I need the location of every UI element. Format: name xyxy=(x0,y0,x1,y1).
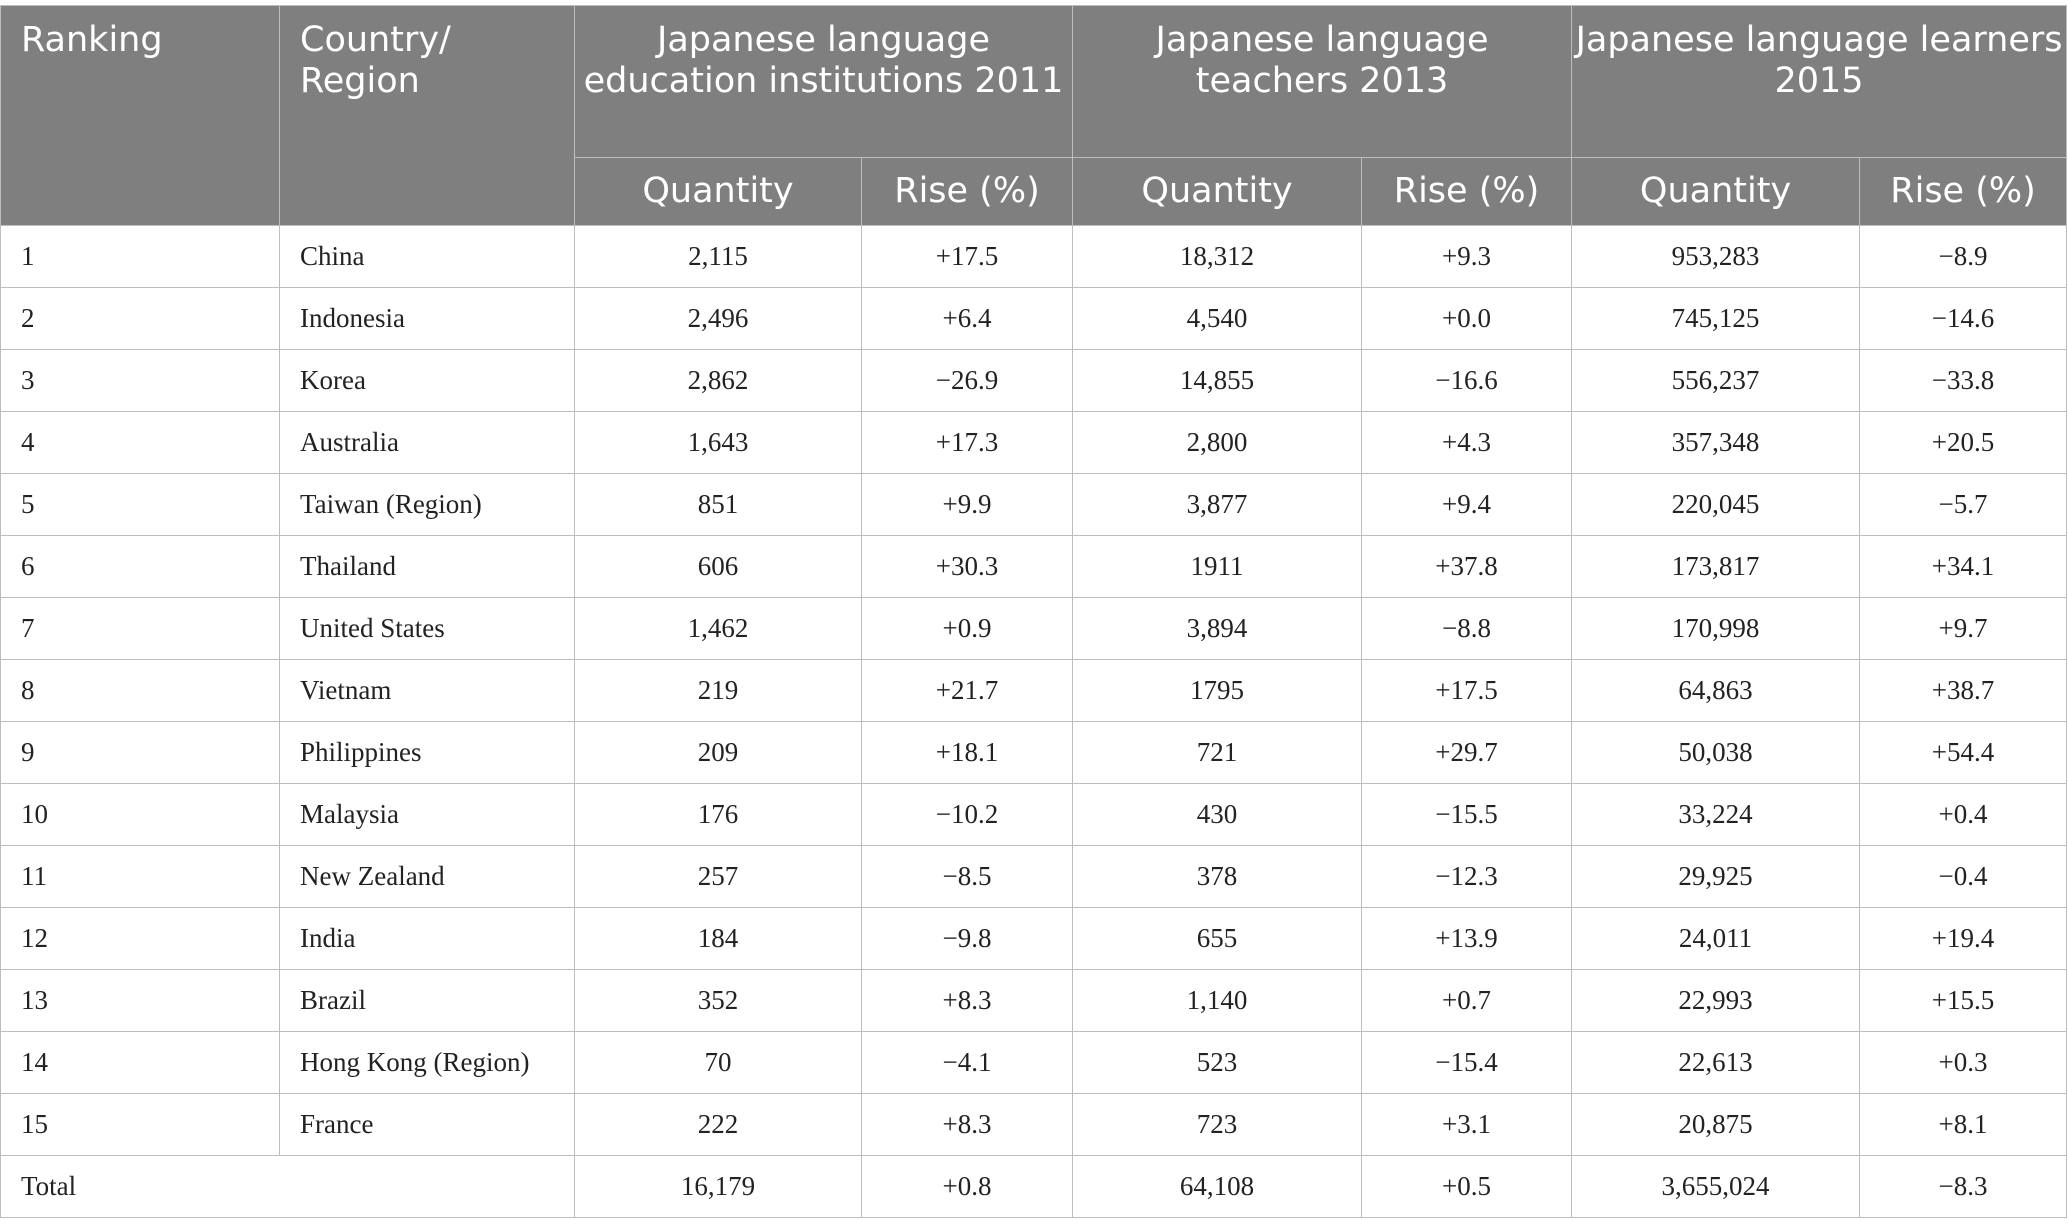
table-row xyxy=(1,474,2067,536)
data-table xyxy=(0,5,2067,1218)
cell-ranking: 4 xyxy=(1,412,280,474)
cell-teachers-rise: +37.8 xyxy=(1362,536,1572,598)
cell-institutions-quantity: 219 xyxy=(575,660,862,722)
cell-learners-quantity: 220,045 xyxy=(1572,474,1860,536)
cell-teachers-rise: −15.4 xyxy=(1362,1032,1572,1094)
cell-institutions-quantity: 2,862 xyxy=(575,350,862,412)
cell-institutions-quantity: 1,462 xyxy=(575,598,862,660)
cell-ranking: 13 xyxy=(1,970,280,1032)
subheader-institutions-quantity: Quantity xyxy=(575,158,862,226)
table-row xyxy=(1,846,2067,908)
cell-ranking: 1 xyxy=(1,226,280,288)
cell-institutions-rise: +6.4 xyxy=(862,288,1073,350)
cell-institutions-quantity: 70 xyxy=(575,1032,862,1094)
cell-teachers-rise: +0.0 xyxy=(1362,288,1572,350)
cell-teachers-rise: +3.1 xyxy=(1362,1094,1572,1156)
cell-teachers-quantity: 721 xyxy=(1073,722,1362,784)
cell-country: Malaysia xyxy=(280,784,575,846)
cell-ranking: 9 xyxy=(1,722,280,784)
cell-country: Brazil xyxy=(280,970,575,1032)
cell-teachers-rise: +9.3 xyxy=(1362,226,1572,288)
table-row xyxy=(1,660,2067,722)
cell-country: France xyxy=(280,1094,575,1156)
cell-learners-rise: +0.3 xyxy=(1860,1032,2067,1094)
subheader-institutions-rise: Rise (%) xyxy=(862,158,1073,226)
cell-institutions-quantity: 606 xyxy=(575,536,862,598)
cell-teachers-rise: −15.5 xyxy=(1362,784,1572,846)
cell-ranking: 15 xyxy=(1,1094,280,1156)
cell-ranking: 7 xyxy=(1,598,280,660)
cell-learners-quantity: 22,993 xyxy=(1572,970,1860,1032)
cell-institutions-rise: +8.3 xyxy=(862,1094,1073,1156)
cell-teachers-rise: −8.8 xyxy=(1362,598,1572,660)
cell-country: Australia xyxy=(280,412,575,474)
cell-institutions-quantity: 851 xyxy=(575,474,862,536)
subheader-teachers-quantity: Quantity xyxy=(1073,158,1362,226)
cell-teachers-rise: +17.5 xyxy=(1362,660,1572,722)
cell-learners-quantity: 357,348 xyxy=(1572,412,1860,474)
cell-learners-quantity: 24,011 xyxy=(1572,908,1860,970)
table-row xyxy=(1,908,2067,970)
cell-institutions-quantity: 222 xyxy=(575,1094,862,1156)
subheader-teachers-rise: Rise (%) xyxy=(1362,158,1572,226)
cell-country: Vietnam xyxy=(280,660,575,722)
header-country-region: Country/ Region xyxy=(280,6,575,226)
cell-learners-rise: +34.1 xyxy=(1860,536,2067,598)
cell-institutions-quantity: 209 xyxy=(575,722,862,784)
cell-country: Hong Kong (Region) xyxy=(280,1032,575,1094)
table-body xyxy=(1,226,2067,1218)
subheader-learners-rise: Rise (%) xyxy=(1860,158,2067,226)
cell-learners-quantity: 556,237 xyxy=(1572,350,1860,412)
total-institutions-quantity: 16,179 xyxy=(575,1156,862,1218)
cell-teachers-quantity: 1795 xyxy=(1073,660,1362,722)
table-row xyxy=(1,722,2067,784)
cell-teachers-rise: +13.9 xyxy=(1362,908,1572,970)
table-row xyxy=(1,536,2067,598)
table-row xyxy=(1,350,2067,412)
table-row xyxy=(1,784,2067,846)
cell-learners-quantity: 29,925 xyxy=(1572,846,1860,908)
cell-institutions-rise: +18.1 xyxy=(862,722,1073,784)
cell-teachers-rise: +29.7 xyxy=(1362,722,1572,784)
cell-teachers-quantity: 655 xyxy=(1073,908,1362,970)
cell-institutions-rise: −26.9 xyxy=(862,350,1073,412)
cell-institutions-rise: +17.3 xyxy=(862,412,1073,474)
cell-institutions-rise: +21.7 xyxy=(862,660,1073,722)
cell-learners-quantity: 953,283 xyxy=(1572,226,1860,288)
total-teachers-rise: +0.5 xyxy=(1362,1156,1572,1218)
cell-country: China xyxy=(280,226,575,288)
cell-teachers-quantity: 430 xyxy=(1073,784,1362,846)
cell-institutions-quantity: 2,496 xyxy=(575,288,862,350)
total-institutions-rise: +0.8 xyxy=(862,1156,1073,1218)
cell-institutions-rise: −9.8 xyxy=(862,908,1073,970)
cell-institutions-quantity: 352 xyxy=(575,970,862,1032)
cell-ranking: 5 xyxy=(1,474,280,536)
cell-institutions-rise: +17.5 xyxy=(862,226,1073,288)
table-row xyxy=(1,288,2067,350)
cell-learners-rise: +20.5 xyxy=(1860,412,2067,474)
table-header xyxy=(1,6,2067,226)
cell-teachers-quantity: 523 xyxy=(1073,1032,1362,1094)
cell-learners-quantity: 64,863 xyxy=(1572,660,1860,722)
cell-teachers-quantity: 723 xyxy=(1073,1094,1362,1156)
cell-learners-quantity: 745,125 xyxy=(1572,288,1860,350)
cell-institutions-rise: −8.5 xyxy=(862,846,1073,908)
cell-learners-rise: +9.7 xyxy=(1860,598,2067,660)
cell-teachers-quantity: 3,894 xyxy=(1073,598,1362,660)
cell-teachers-quantity: 1,140 xyxy=(1073,970,1362,1032)
cell-learners-rise: −33.8 xyxy=(1860,350,2067,412)
cell-learners-rise: +38.7 xyxy=(1860,660,2067,722)
table-row xyxy=(1,970,2067,1032)
header-row-groups xyxy=(1,6,2067,158)
cell-institutions-rise: +0.9 xyxy=(862,598,1073,660)
cell-institutions-quantity: 176 xyxy=(575,784,862,846)
cell-ranking: 3 xyxy=(1,350,280,412)
table-row xyxy=(1,226,2067,288)
total-row xyxy=(1,1156,2067,1218)
cell-teachers-rise: −16.6 xyxy=(1362,350,1572,412)
cell-country: India xyxy=(280,908,575,970)
cell-institutions-rise: +9.9 xyxy=(862,474,1073,536)
cell-institutions-quantity: 257 xyxy=(575,846,862,908)
cell-learners-quantity: 33,224 xyxy=(1572,784,1860,846)
subheader-learners-quantity: Quantity xyxy=(1572,158,1860,226)
cell-learners-rise: −14.6 xyxy=(1860,288,2067,350)
cell-teachers-quantity: 2,800 xyxy=(1073,412,1362,474)
cell-teachers-rise: −12.3 xyxy=(1362,846,1572,908)
cell-teachers-rise: +9.4 xyxy=(1362,474,1572,536)
total-learners-rise: −8.3 xyxy=(1860,1156,2067,1218)
total-label: Total xyxy=(1,1156,575,1218)
table-row xyxy=(1,1094,2067,1156)
cell-learners-quantity: 173,817 xyxy=(1572,536,1860,598)
cell-teachers-quantity: 14,855 xyxy=(1073,350,1362,412)
header-institutions-2011: Japanese language education institutions 2011 xyxy=(575,6,1073,158)
cell-learners-quantity: 22,613 xyxy=(1572,1032,1860,1094)
total-learners-quantity: 3,655,024 xyxy=(1572,1156,1860,1218)
cell-country: Korea xyxy=(280,350,575,412)
cell-ranking: 11 xyxy=(1,846,280,908)
cell-ranking: 10 xyxy=(1,784,280,846)
cell-institutions-rise: −10.2 xyxy=(862,784,1073,846)
cell-institutions-quantity: 184 xyxy=(575,908,862,970)
cell-learners-rise: −8.9 xyxy=(1860,226,2067,288)
table-row xyxy=(1,598,2067,660)
cell-teachers-quantity: 18,312 xyxy=(1073,226,1362,288)
cell-country: Philippines xyxy=(280,722,575,784)
header-ranking: Ranking xyxy=(1,6,280,226)
cell-teachers-rise: +4.3 xyxy=(1362,412,1572,474)
cell-country: Taiwan (Region) xyxy=(280,474,575,536)
cell-learners-rise: +0.4 xyxy=(1860,784,2067,846)
cell-learners-quantity: 50,038 xyxy=(1572,722,1860,784)
cell-institutions-quantity: 2,115 xyxy=(575,226,862,288)
cell-ranking: 14 xyxy=(1,1032,280,1094)
cell-teachers-quantity: 1911 xyxy=(1073,536,1362,598)
cell-learners-rise: +15.5 xyxy=(1860,970,2067,1032)
cell-teachers-quantity: 378 xyxy=(1073,846,1362,908)
cell-institutions-rise: +30.3 xyxy=(862,536,1073,598)
cell-learners-quantity: 20,875 xyxy=(1572,1094,1860,1156)
cell-ranking: 8 xyxy=(1,660,280,722)
cell-country: United States xyxy=(280,598,575,660)
table-row xyxy=(1,1032,2067,1094)
cell-ranking: 12 xyxy=(1,908,280,970)
cell-ranking: 2 xyxy=(1,288,280,350)
cell-ranking: 6 xyxy=(1,536,280,598)
cell-learners-rise: +8.1 xyxy=(1860,1094,2067,1156)
cell-learners-rise: +19.4 xyxy=(1860,908,2067,970)
cell-country: Thailand xyxy=(280,536,575,598)
cell-country: Indonesia xyxy=(280,288,575,350)
cell-learners-quantity: 170,998 xyxy=(1572,598,1860,660)
cell-teachers-quantity: 3,877 xyxy=(1073,474,1362,536)
cell-institutions-rise: +8.3 xyxy=(862,970,1073,1032)
cell-learners-rise: +54.4 xyxy=(1860,722,2067,784)
cell-institutions-quantity: 1,643 xyxy=(575,412,862,474)
header-learners-2015: Japanese language learners 2015 xyxy=(1572,6,2067,158)
cell-learners-rise: −5.7 xyxy=(1860,474,2067,536)
table-row xyxy=(1,412,2067,474)
total-teachers-quantity: 64,108 xyxy=(1073,1156,1362,1218)
cell-country: New Zealand xyxy=(280,846,575,908)
cell-teachers-rise: +0.7 xyxy=(1362,970,1572,1032)
header-teachers-2013: Japanese language teachers 2013 xyxy=(1073,6,1572,158)
cell-learners-rise: −0.4 xyxy=(1860,846,2067,908)
cell-teachers-quantity: 4,540 xyxy=(1073,288,1362,350)
cell-institutions-rise: −4.1 xyxy=(862,1032,1073,1094)
